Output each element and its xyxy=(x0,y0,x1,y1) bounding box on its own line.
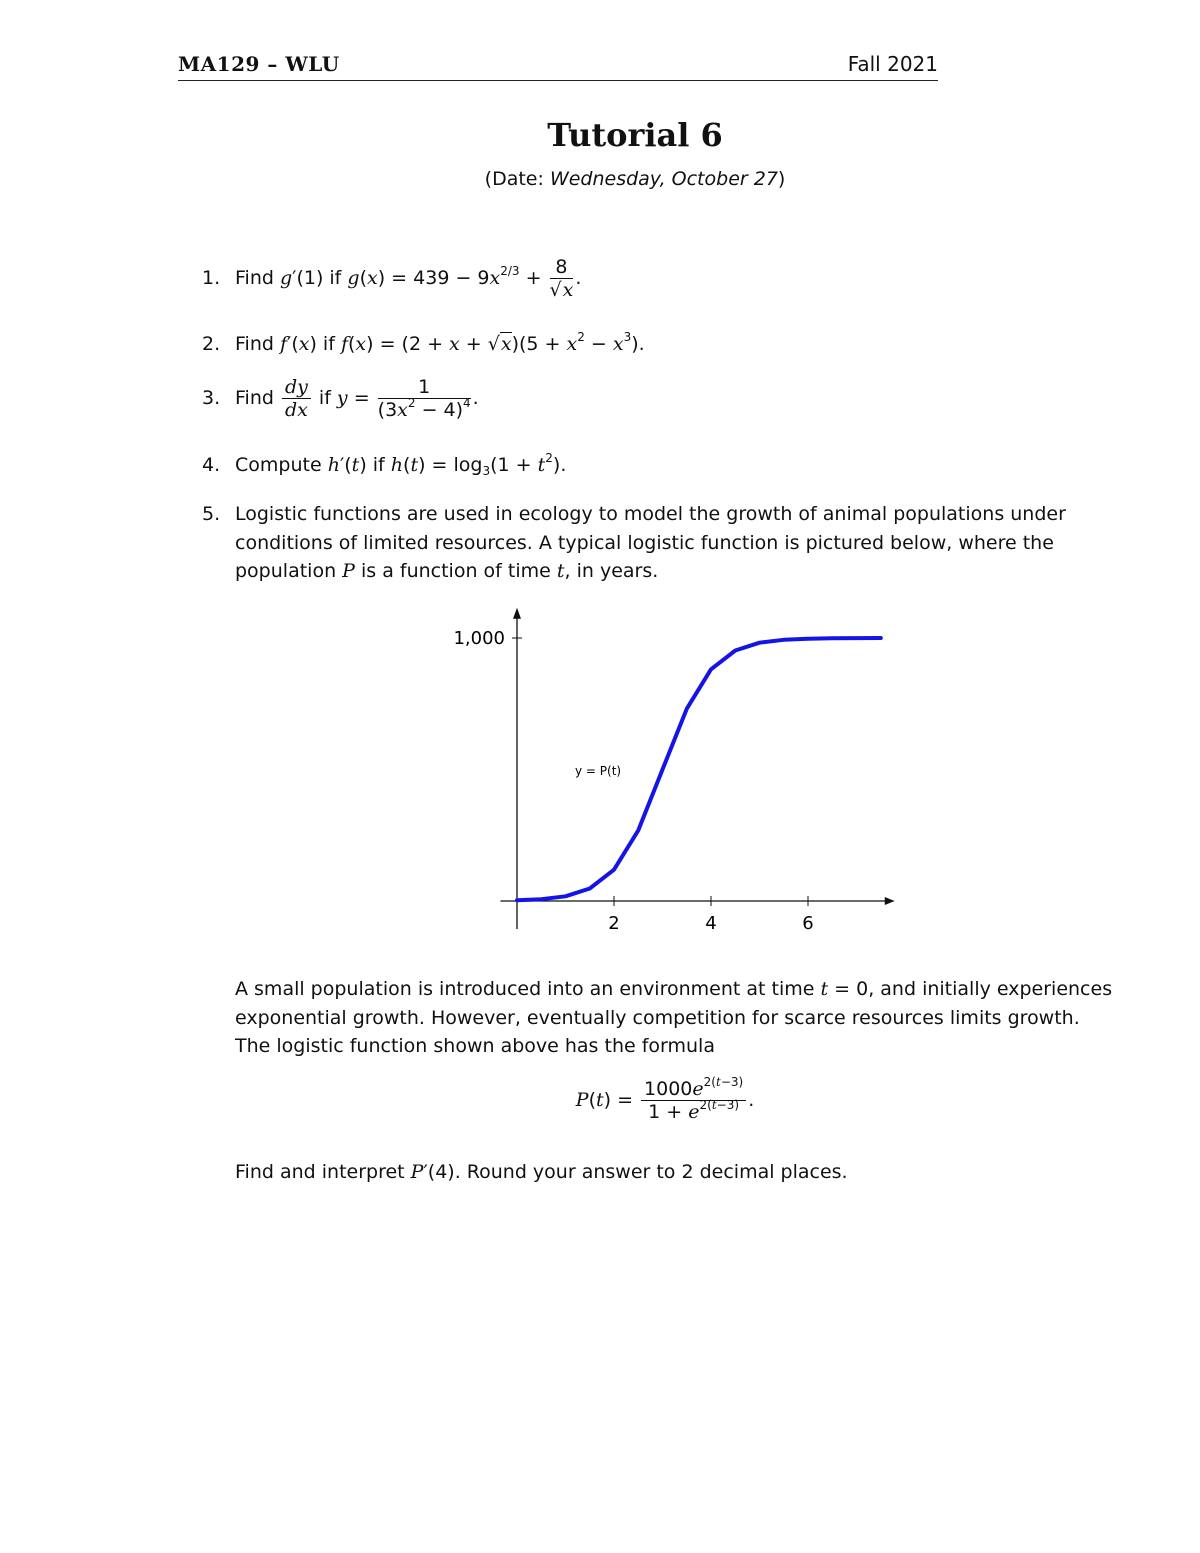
logistic-formula: P(t) = $\frac{1000e^{2(t-3)}}{1 + e^{2(t-3)}}$ . xyxy=(575,1075,755,1123)
problem-4 xyxy=(202,451,566,479)
problem-text: Find f′(x) if $f(x) = (2 + x + √x)(5 + x^2 - x^3)$. xyxy=(235,330,645,355)
date-prefix: (Date: xyxy=(484,168,550,190)
problem-number: 1. xyxy=(202,267,221,289)
logistic-chart xyxy=(430,600,900,940)
curve-label: y = P(t) xyxy=(575,764,622,778)
problem-2 xyxy=(202,330,645,358)
problem-text: Find g′(1) if $g(x) = 439 - 9x^{2/3}$ + $\frac{8}{√x}$ . xyxy=(235,256,582,301)
logistic-curve xyxy=(517,638,881,900)
problem-number: 4. xyxy=(202,454,221,476)
problem-number: 3. xyxy=(202,387,221,409)
problem-5 xyxy=(202,500,1082,586)
chart-axes xyxy=(500,608,894,929)
context-paragraph: A small population is introduced into an environment at time t = 0, and initially experiences exponential growth. However, eventually competition for scarce resources limits growth. The logistic function shown above has the formula xyxy=(235,978,1113,1057)
problem-3 xyxy=(202,376,479,421)
x-axis-arrow xyxy=(885,897,895,905)
page-title: Tutorial 6 xyxy=(547,116,723,154)
date-value: Wednesday, October 27 xyxy=(549,168,778,190)
problem-text: Find $\frac{dy}{dx}$ if y = $\frac{1}{(3x^2 - 4)^4}$ . xyxy=(235,376,479,421)
date-line xyxy=(0,168,1200,190)
x-tick-label: 2 xyxy=(608,913,620,934)
x-tick-label: 4 xyxy=(705,913,717,934)
final-question: Find and interpret P′(4). Round your answer to 2 decimal places. xyxy=(235,1161,848,1183)
problem-text: Compute h′(t) if $h(t) = \log_3(1 + t^2)$. xyxy=(235,451,567,478)
term: Fall 2021 xyxy=(847,52,938,76)
chart-labels xyxy=(575,764,621,778)
page-header xyxy=(178,52,938,81)
chart-ticks xyxy=(453,628,813,934)
problem-number: 5. xyxy=(202,503,221,525)
course-code: MA129 – WLU xyxy=(178,52,340,76)
x-tick-label: 6 xyxy=(802,913,814,934)
y-tick-label: 1,000 xyxy=(453,628,505,649)
date-suffix: ) xyxy=(777,168,786,190)
problem-text: Logistic functions are used in ecology to model the growth of animal populations under conditions of limited resources. A typical logistic function is pictured below, where the population P is a function of time t, in years. xyxy=(235,503,1066,582)
chart-series xyxy=(517,638,881,900)
problem-1 xyxy=(202,256,581,301)
problem-number: 2. xyxy=(202,333,221,355)
y-axis-arrow xyxy=(513,608,521,619)
